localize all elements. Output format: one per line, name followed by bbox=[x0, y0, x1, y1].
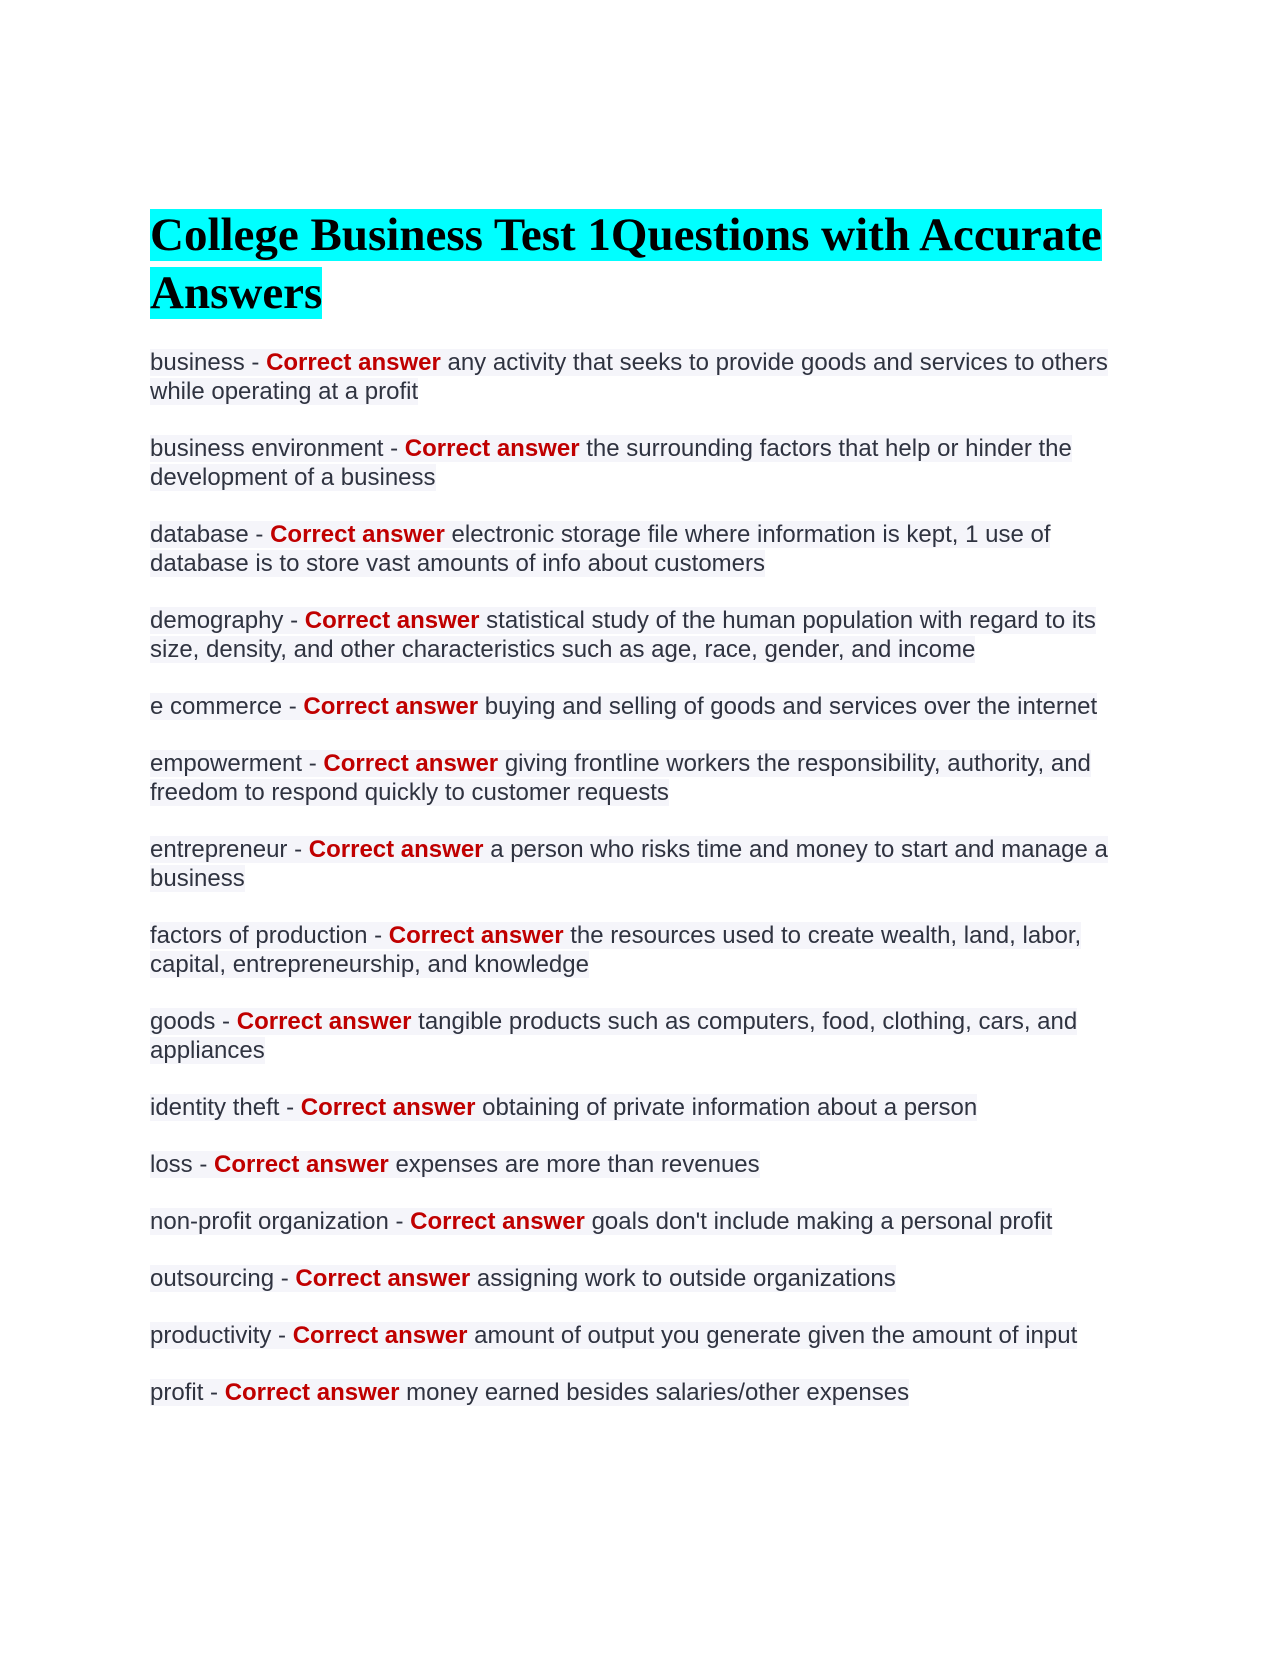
qa-item bbox=[150, 1093, 1150, 1122]
answer-label: Correct answer bbox=[303, 693, 479, 720]
qa-definition: buying and selling of goods and services over the internet bbox=[484, 693, 1098, 720]
qa-item bbox=[150, 1321, 1150, 1350]
qa-item bbox=[150, 606, 1150, 664]
qa-term: business - bbox=[150, 349, 260, 376]
qa-item bbox=[150, 520, 1150, 578]
qa-item bbox=[150, 921, 1150, 979]
answer-label: Correct answer bbox=[300, 1094, 476, 1121]
answer-label: Correct answer bbox=[295, 1265, 471, 1292]
document-title bbox=[150, 206, 1150, 322]
qa-term: demography - bbox=[150, 607, 299, 634]
qa-item bbox=[150, 749, 1150, 807]
qa-list bbox=[150, 348, 1150, 1407]
qa-term: database - bbox=[150, 521, 264, 548]
answer-label: Correct answer bbox=[266, 349, 441, 376]
qa-definition: expenses are more than revenues bbox=[395, 1151, 760, 1178]
qa-definition: any activity that seeks to provide goods and services to others while operating at a profit bbox=[150, 349, 1108, 405]
answer-label: Correct answer bbox=[388, 922, 564, 949]
answer-label: Correct answer bbox=[292, 1322, 468, 1349]
qa-term: empowerment - bbox=[150, 750, 317, 777]
qa-term: business environment - bbox=[150, 435, 399, 462]
answer-label: Correct answer bbox=[410, 1208, 585, 1235]
qa-definition: a person who risks time and money to start and manage a business bbox=[150, 836, 1108, 892]
qa-term: productivity - bbox=[150, 1322, 287, 1349]
answer-label: Correct answer bbox=[323, 750, 499, 777]
qa-term: goods - bbox=[150, 1008, 231, 1035]
qa-definition: tangible products such as computers, food, clothing, cars, and appliances bbox=[150, 1008, 1078, 1064]
qa-item bbox=[150, 835, 1150, 893]
answer-label: Correct answer bbox=[270, 521, 445, 548]
answer-label: Correct answer bbox=[304, 607, 480, 634]
qa-term: identity theft - bbox=[150, 1094, 295, 1121]
qa-definition: the resources used to create wealth, land, labor, capital, entrepreneurship, and knowledge bbox=[150, 922, 1082, 978]
document-title-text: College Business Test 1Questions with Accurate Answers bbox=[150, 209, 1102, 319]
qa-definition: amount of output you generate given the amount of input bbox=[474, 1322, 1078, 1349]
qa-item bbox=[150, 348, 1150, 406]
qa-definition: electronic storage file where information is kept, 1 use of database is to store vast amounts of info about customers bbox=[150, 521, 1051, 577]
qa-term: outsourcing - bbox=[150, 1265, 289, 1292]
answer-label: Correct answer bbox=[214, 1151, 389, 1178]
answer-label: Correct answer bbox=[224, 1379, 400, 1406]
qa-term: e commerce - bbox=[150, 693, 297, 720]
qa-item bbox=[150, 1264, 1150, 1293]
qa-definition: goals don't include making a personal profit bbox=[591, 1208, 1053, 1235]
answer-label: Correct answer bbox=[404, 435, 580, 462]
qa-term: non-profit organization - bbox=[150, 1208, 404, 1235]
qa-item bbox=[150, 1150, 1150, 1179]
document-page bbox=[150, 206, 1150, 1435]
qa-term: entrepreneur - bbox=[150, 836, 303, 863]
qa-term: profit - bbox=[150, 1379, 219, 1406]
qa-term: loss - bbox=[150, 1151, 208, 1178]
answer-label: Correct answer bbox=[236, 1008, 412, 1035]
qa-item bbox=[150, 1007, 1150, 1065]
qa-term: factors of production - bbox=[150, 922, 383, 949]
qa-definition: the surrounding factors that help or hinder the development of a business bbox=[150, 435, 1072, 491]
answer-label: Correct answer bbox=[308, 836, 484, 863]
qa-item bbox=[150, 692, 1150, 721]
qa-item bbox=[150, 1378, 1150, 1407]
qa-definition: giving frontline workers the responsibility, authority, and freedom to respond quickly to customer requests bbox=[150, 750, 1091, 806]
qa-item bbox=[150, 434, 1150, 492]
qa-definition: obtaining of private information about a person bbox=[482, 1094, 978, 1121]
qa-definition: assigning work to outside organizations bbox=[476, 1265, 896, 1292]
qa-definition: statistical study of the human population with regard to its size, density, and other characteristics such as age, race, gender, and income bbox=[150, 607, 1096, 663]
qa-item bbox=[150, 1207, 1150, 1236]
qa-definition: money earned besides salaries/other expenses bbox=[406, 1379, 910, 1406]
